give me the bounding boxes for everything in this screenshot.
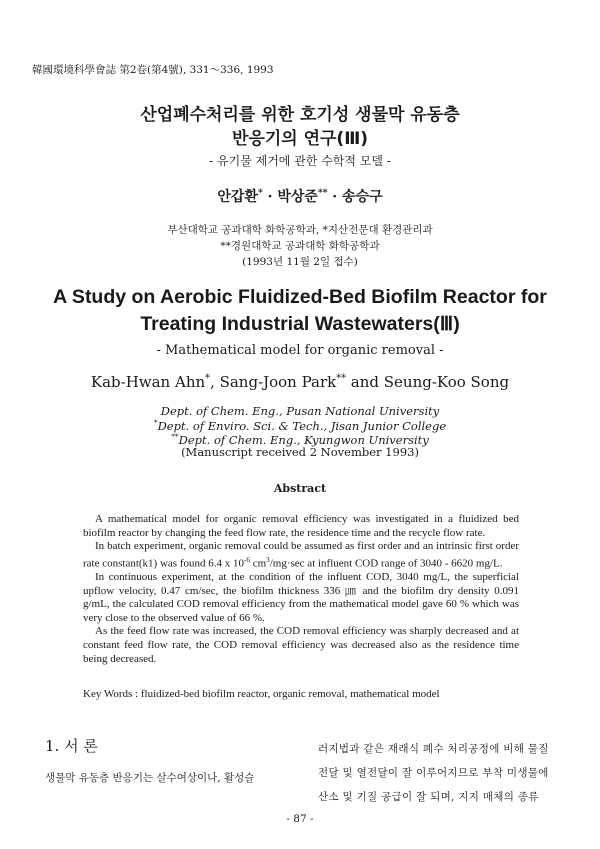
intro-right-line-3: 산소 및 기질 공급이 잘 되며, 지지 매체의 종류 <box>318 791 539 803</box>
english-received: (Manuscript received 2 November 1993) <box>181 445 419 459</box>
korean-author-3: 송승구 <box>342 189 383 205</box>
korean-authors: 안갑환* · 박상준** · 송승구 <box>217 187 383 205</box>
korean-title-line2: 반응기의 연구(Ⅲ) <box>231 129 369 149</box>
page-number: - 87 - <box>286 813 314 825</box>
english-author-2: Sang-Joon Park <box>219 373 337 391</box>
english-authors: Kab-Hwan Ahn*, Sang-Joon Park** and Seung-Koo Song <box>90 373 510 391</box>
korean-subtitle: - 유기물 제거에 관한 수학적 모델 - <box>209 154 391 168</box>
english-author-1: Kab-Hwan Ahn <box>90 373 206 391</box>
intro-right-line-1: 러지법과 같은 재래식 폐수 처리공정에 비해 물질 <box>318 743 549 755</box>
abstract-body <box>83 513 519 666</box>
korean-affiliation-1: 부산대학교 공과대학 화학공학과, *지산전문대 환경관리과 <box>167 224 433 236</box>
abstract-paragraph-2: In batch experiment, organic removal could be assumed as first order and an intrinsic first order rate constant(k1) was found 6.4 x $10^{-6}$ $cm^3/mg\cdot\sec$ at influent COD range of 3040 - 6620 mg/L. <box>83 540 519 570</box>
korean-author-1: 안갑환 <box>217 189 258 205</box>
english-title-line2: Treating Industrial Wastewaters(Ⅲ) <box>140 313 460 335</box>
english-author-3: Seung-Koo Song <box>383 373 510 391</box>
intro-left-column <box>45 770 295 785</box>
abstract-heading: Abstract <box>273 482 327 495</box>
abstract-paragraph-1: A mathematical model for organic removal efficiency was investigated in a fluidized bed biofilm reactor by changing the feed flow rate, the residence time and the recycle flow rate. <box>83 513 519 539</box>
korean-author-2: 박상준 <box>277 189 318 205</box>
abstract-paragraph-3: In continuous experiment, at the condition of the influent COD, 3040 mg/L, the superficial upflow velocity, 0.47 cm/sec, the biofilm thickness 336 ㎛ and the biofilm dry density 0.091 g/mL, the calculated COD removal efficiency from the mathematical model gave 60 % which was very close to the observed value of 66 %. <box>83 571 519 624</box>
english-affiliation-3: **Dept. of Chem. Eng., Kyungwon University <box>171 432 429 447</box>
english-affiliation-2: *Dept. of Enviro. Sci. & Tech., Jisan Junior College <box>153 418 447 433</box>
english-subtitle: - Mathematical model for organic removal - <box>156 343 444 358</box>
journal-citation: 韓國環境科學會誌 第2卷(第4號), 331～336, 1993 <box>32 64 274 76</box>
abstract-paragraph-4: As the feed flow rate was increased, the COD removal efficiency was sharply decreased and at constant feed flow rate, the COD removal efficiency was decreased also as the residence time being decreased. <box>83 625 519 665</box>
korean-received: (1993년 11월 2일 접수) <box>242 256 358 268</box>
english-affiliation-1: Dept. of Chem. Eng., Pusan National University <box>160 404 440 418</box>
intro-right-line-2: 전달 및 열전달이 잘 이루어지므로 부착 미생물에 <box>318 767 549 779</box>
english-title-line1: A Study on Aerobic Fluidized-Bed Biofilm Reactor for <box>53 286 547 308</box>
section-heading-introduction: 1. 서 론 <box>45 737 98 755</box>
intro-left-line-1: 생물막 유동층 반응기는 살수여상이나, 활성슬 <box>45 772 255 784</box>
korean-title-line1: 산업폐수처리를 위한 호기성 생물막 유동층 <box>140 105 460 125</box>
intro-right-column <box>318 737 558 809</box>
korean-affiliation-2: **경원대학교 공과대학 화학공학과 <box>220 240 380 252</box>
keywords: Key Words : fluidized-bed biofilm reactor, organic removal, mathematical model <box>83 688 440 700</box>
